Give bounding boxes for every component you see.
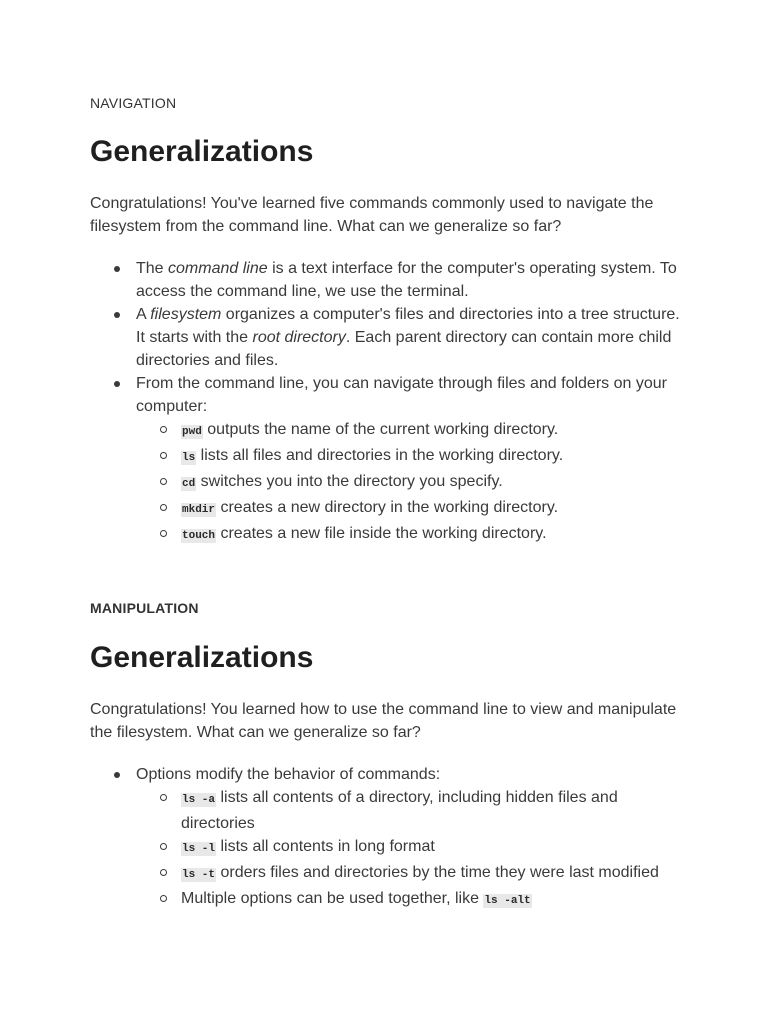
sub-list-item bbox=[136, 522, 680, 548]
sub-list-item-text: creates a new file inside the working directory. bbox=[216, 525, 547, 542]
circle-bullet-icon bbox=[160, 478, 167, 485]
list-item bbox=[90, 763, 680, 913]
list-item-text: A bbox=[136, 306, 151, 323]
bullet-dot-icon bbox=[114, 772, 120, 778]
inline-code: mkdir bbox=[182, 504, 216, 516]
inline-code: ls -a bbox=[182, 794, 216, 806]
section-heading: Generalizations bbox=[90, 135, 314, 168]
inline-code: ls -alt bbox=[484, 895, 531, 907]
sub-bullet-list bbox=[90, 418, 680, 548]
bullet-list bbox=[90, 257, 680, 548]
bullet-list bbox=[90, 763, 680, 913]
section-manipulation-heading-block bbox=[90, 641, 680, 675]
circle-bullet-icon bbox=[160, 869, 167, 876]
circle-bullet-icon bbox=[160, 843, 167, 850]
bullet-dot-icon bbox=[114, 266, 120, 272]
list-item-emphasis: root directory bbox=[252, 329, 346, 346]
sub-list-item-text: lists all contents of a directory, including hidden files and directories bbox=[181, 789, 618, 832]
sub-list-item bbox=[136, 887, 680, 913]
intro-paragraph: Congratulations! You learned how to use the command line to view and manipulate the filesystem. What can we generalize so far? bbox=[90, 701, 677, 741]
sub-bullet-list bbox=[90, 786, 680, 913]
section-manipulation-label-block bbox=[90, 600, 680, 616]
inline-code: ls -t bbox=[182, 869, 216, 881]
sub-list-item-text: lists all files and directories in the working directory. bbox=[196, 447, 564, 464]
list-item-text: The bbox=[136, 260, 169, 277]
sub-list-item bbox=[136, 470, 680, 496]
circle-bullet-icon bbox=[160, 452, 167, 459]
circle-bullet-icon bbox=[160, 530, 167, 537]
list-item-text: is a text interface for the computer's operating system. To access the command line, we use the terminal. bbox=[136, 260, 677, 300]
section-manipulation-intro-block bbox=[90, 698, 680, 744]
list-item bbox=[90, 303, 680, 372]
list-item-text: From the command line, you can navigate through files and folders on your computer: bbox=[136, 375, 667, 415]
section-label: NAVIGATION bbox=[90, 95, 177, 111]
intro-paragraph: Congratulations! You've learned five commands commonly used to navigate the filesystem from the command line. What can we generalize so far? bbox=[90, 195, 654, 235]
inline-code: ls bbox=[182, 452, 196, 464]
bullet-dot-icon bbox=[114, 312, 120, 318]
circle-bullet-icon bbox=[160, 426, 167, 433]
list-item-text: . Each parent directory can contain more child directories and files. bbox=[136, 329, 672, 369]
inline-code: ls -l bbox=[182, 843, 216, 855]
section-navigation-intro-block bbox=[90, 192, 680, 238]
circle-bullet-icon bbox=[160, 794, 167, 801]
sub-list-item bbox=[136, 418, 680, 444]
circle-bullet-icon bbox=[160, 895, 167, 902]
sub-list-item-text: Multiple options can be used together, like bbox=[181, 890, 484, 907]
inline-code: pwd bbox=[182, 426, 202, 438]
bullet-dot-icon bbox=[114, 381, 120, 387]
list-item-text: organizes a computer's files and directories into a tree structure. It starts with the bbox=[136, 306, 680, 346]
list-item-emphasis: filesystem bbox=[150, 306, 222, 323]
inline-code: cd bbox=[182, 478, 196, 490]
inline-code: touch bbox=[182, 530, 216, 542]
section-navigation-heading-block bbox=[90, 135, 680, 169]
sub-list-item-text: lists all contents in long format bbox=[216, 838, 435, 855]
circle-bullet-icon bbox=[160, 504, 167, 511]
section-manipulation-list-block bbox=[90, 763, 680, 913]
section-heading: Generalizations bbox=[90, 641, 314, 674]
list-item-text: Options modify the behavior of commands: bbox=[136, 766, 441, 783]
section-navigation-list-block bbox=[90, 257, 680, 548]
sub-list-item-text: switches you into the directory you specify. bbox=[196, 473, 503, 490]
section-label: MANIPULATION bbox=[90, 600, 199, 616]
sub-list-item bbox=[136, 835, 680, 861]
sub-list-item bbox=[136, 861, 680, 887]
section-navigation-label-block bbox=[90, 95, 680, 111]
sub-list-item-text: orders files and directories by the time they were last modified bbox=[216, 864, 659, 881]
sub-list-item-text: creates a new directory in the working directory. bbox=[216, 499, 559, 516]
sub-list-item bbox=[136, 496, 680, 522]
sub-list-item bbox=[136, 444, 680, 470]
list-item bbox=[90, 257, 680, 303]
list-item bbox=[90, 372, 680, 548]
sub-list-item bbox=[136, 786, 680, 835]
list-item-emphasis: command line bbox=[168, 260, 268, 277]
sub-list-item-text: outputs the name of the current working directory. bbox=[202, 421, 559, 438]
